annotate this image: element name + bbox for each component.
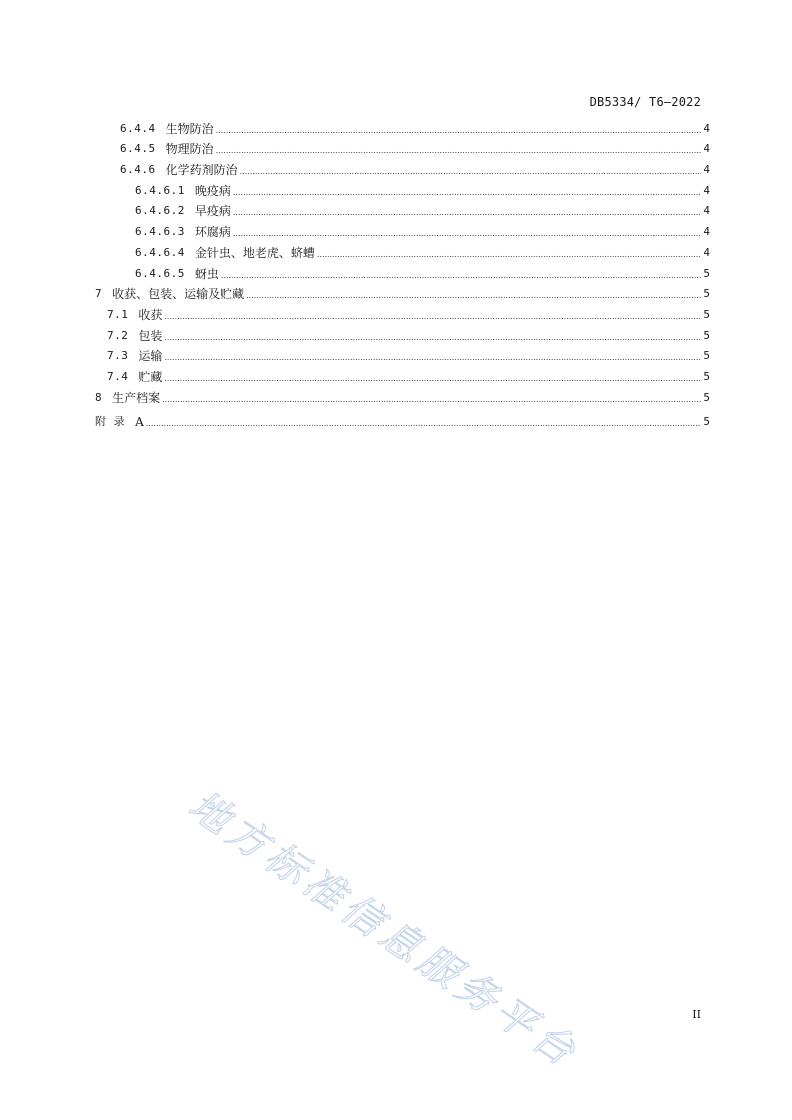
toc-leader-dots [221,271,702,281]
toc-entry-page: 5 [703,328,710,342]
toc-entry-page: 4 [703,142,710,156]
toc-leader-dots [233,208,702,218]
toc-leader-dots [164,333,701,343]
document-code: DB5334/ T6—2022 [589,95,701,109]
watermark: 地方标准信息服务平台 [180,782,588,1078]
toc-entry-title: A [135,415,144,430]
toc-leader-dots [233,229,702,239]
toc-entry-page: 5 [703,266,710,280]
toc-entry-number: 7.1 [107,307,129,321]
toc-leader-dots [216,146,702,156]
toc-entry[interactable] [95,301,710,322]
toc-entry-number: 6.4.6.5 [135,266,185,280]
toc-entry[interactable] [95,136,710,157]
toc-entry[interactable] [95,115,710,136]
toc-leader-dots [164,374,701,384]
toc-leader-dots [246,291,701,301]
toc-entry-title: 环腐病 [194,225,231,240]
toc-entry-number: 6.4.6 [120,163,156,177]
table-of-contents [95,115,710,429]
toc-entry[interactable] [95,177,710,198]
toc-entry-title: 金针虫、地老虎、蛴螬 [194,245,315,260]
toc-entry-page: 5 [703,369,710,383]
toc-entry-title: 蚜虫 [194,266,219,281]
toc-entry-page: 5 [703,415,710,429]
toc-entry[interactable] [95,156,710,177]
toc-entry-number: 6.4.6.4 [135,245,185,259]
toc-entry-number: 6.4.6.2 [135,204,185,218]
toc-entry-page: 4 [703,163,710,177]
toc-leader-dots [216,126,702,136]
toc-entry-number: 7 [95,287,103,301]
toc-entry[interactable] [95,260,710,281]
toc-leader-dots [164,353,701,363]
toc-leader-dots [233,188,702,198]
toc-entry[interactable] [95,384,710,405]
toc-entry[interactable] [95,343,710,364]
toc-entry-number: 6.4.6.3 [135,225,185,239]
toc-entry-number: 附 录 [95,415,126,429]
toc-entry-title: 早疫病 [194,204,231,219]
toc-entry-title: 晚疫病 [194,183,231,198]
toc-entry-number: 7.2 [107,328,129,342]
toc-entry-page: 4 [703,121,710,135]
toc-entry-page: 4 [703,183,710,197]
toc-leader-dots [240,167,702,177]
toc-leader-dots [162,395,701,405]
toc-entry-title: 物理防治 [165,142,214,157]
toc-entry[interactable] [95,239,710,260]
toc-entry-number: 8 [95,390,103,404]
toc-entry[interactable] [95,363,710,384]
toc-entry-title: 生物防治 [165,121,214,136]
toc-entry[interactable] [95,281,710,302]
toc-entry-page: 5 [703,307,710,321]
toc-entry-title: 收获、包装、运输及贮藏 [112,287,245,302]
toc-entry-page: 4 [703,204,710,218]
toc-leader-dots [317,250,702,260]
toc-entry[interactable] [95,322,710,343]
toc-entry-number: 6.4.4 [120,121,156,135]
page-number: II [692,1008,701,1021]
toc-entry-title: 运输 [138,349,163,364]
toc-leader-dots [146,419,702,429]
toc-entry-number: 6.4.6.1 [135,183,185,197]
toc-entry-number: 7.4 [107,369,129,383]
toc-entry-page: 4 [703,225,710,239]
toc-entry-page: 4 [703,245,710,259]
toc-entry[interactable] [95,198,710,219]
toc-entry-title: 包装 [138,328,163,343]
toc-entry-title: 收获 [138,307,163,322]
toc-entry-page: 5 [703,287,710,301]
toc-entry-page: 5 [703,349,710,363]
toc-entry-title: 生产档案 [112,390,161,405]
toc-entry[interactable] [95,218,710,239]
toc-entry-title: 贮藏 [138,369,163,384]
toc-leader-dots [164,312,701,322]
toc-entry[interactable] [95,409,710,430]
toc-entry-title: 化学药剂防治 [165,163,238,178]
toc-entry-number: 6.4.5 [120,142,156,156]
toc-entry-page: 5 [703,390,710,404]
toc-entry-number: 7.3 [107,349,129,363]
